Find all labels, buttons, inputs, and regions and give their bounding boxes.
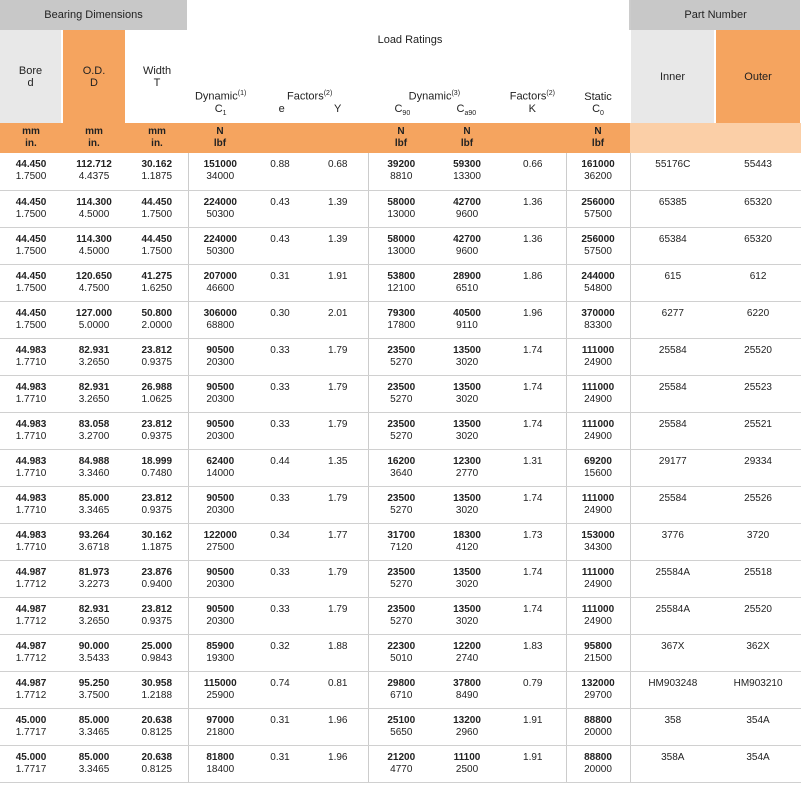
cell-c1: 97000 21800 (188, 708, 252, 745)
cell-outer: 25521 (715, 412, 801, 449)
cell-k: 1.73 (500, 523, 566, 560)
cell-w: 20.638 0.8125 (126, 745, 188, 782)
cell-w: 23.812 0.9375 (126, 597, 188, 634)
cell-outer: 3720 (715, 523, 801, 560)
cell-k: 1.74 (500, 486, 566, 523)
cell-e: 0.44 (252, 449, 308, 486)
cell-k: 1.86 (500, 264, 566, 301)
cell-c1: 81800 18400 (188, 745, 252, 782)
cell-inner: 29177 (630, 449, 715, 486)
cell-inner: 25584 (630, 486, 715, 523)
cell-outer: 55443 (715, 153, 801, 190)
cell-c1: 151000 34000 (188, 153, 252, 190)
cell-od: 84.988 3.3460 (62, 449, 126, 486)
cell-y: 1.39 (308, 190, 368, 227)
table-row (0, 412, 801, 449)
cell-od: 82.931 3.2650 (62, 375, 126, 412)
units-row: mm in. mm in. mm in. N lbf N lbf N lbf N lbf (0, 123, 801, 153)
cell-inner: 25584A (630, 560, 715, 597)
cell-bore: 44.983 1.7710 (0, 449, 62, 486)
dynamic3-group-header: Dynamic$^{(3)}$ $C_{90}$ $C_{a90}$ Factors$^{(2)}$ K (368, 30, 566, 123)
cell-c90: 31700 7120 (368, 523, 434, 560)
cell-c1: 90500 20300 (188, 486, 252, 523)
cell-c0: 111000 24900 (566, 486, 630, 523)
cell-k: 0.79 (500, 671, 566, 708)
cell-c90: 23500 5270 (368, 338, 434, 375)
cell-k: 1.74 (500, 338, 566, 375)
cell-c90: 23500 5270 (368, 560, 434, 597)
cell-outer: 25518 (715, 560, 801, 597)
cell-ca90: 13500 3020 (434, 597, 500, 634)
cell-y: 1.96 (308, 708, 368, 745)
cell-inner: 25584A (630, 597, 715, 634)
static-header: Static $C_0$ (566, 30, 630, 123)
cell-inner: 3776 (630, 523, 715, 560)
table-row (0, 264, 801, 301)
cell-ca90: 12300 2770 (434, 449, 500, 486)
cell-c90: 58000 13000 (368, 227, 434, 264)
cell-c1: 90500 20300 (188, 375, 252, 412)
cell-y: 1.77 (308, 523, 368, 560)
cell-ca90: 28900 6510 (434, 264, 500, 301)
cell-inner: 615 (630, 264, 715, 301)
cell-k: 1.74 (500, 412, 566, 449)
cell-outer: 29334 (715, 449, 801, 486)
cell-y: 0.81 (308, 671, 368, 708)
cell-inner: 25584 (630, 412, 715, 449)
table-row (0, 338, 801, 375)
cell-od: 93.264 3.6718 (62, 523, 126, 560)
cell-c90: 23500 5270 (368, 375, 434, 412)
cell-y: 0.68 (308, 153, 368, 190)
cell-od: 83.058 3.2700 (62, 412, 126, 449)
cell-ca90: 13200 2960 (434, 708, 500, 745)
cell-c0: 153000 34300 (566, 523, 630, 560)
cell-c90: 53800 12100 (368, 264, 434, 301)
od-header: O.D. D (62, 30, 126, 123)
cell-c0: 88800 20000 (566, 745, 630, 782)
load-ratings-label: Load Ratings (377, 34, 443, 46)
table-row (0, 671, 801, 708)
cell-e: 0.33 (252, 560, 308, 597)
cell-bore: 44.983 1.7710 (0, 523, 62, 560)
cell-ca90: 59300 13300 (434, 153, 500, 190)
cell-e: 0.31 (252, 745, 308, 782)
cell-inner: 25584 (630, 375, 715, 412)
cell-y: 1.88 (308, 634, 368, 671)
part-number-header: Part Number (630, 0, 801, 30)
cell-ca90: 37800 8490 (434, 671, 500, 708)
cell-ca90: 13500 3020 (434, 338, 500, 375)
cell-od: 82.931 3.2650 (62, 338, 126, 375)
cell-inner: 55176C (630, 153, 715, 190)
cell-e: 0.74 (252, 671, 308, 708)
cell-ca90: 40500 9110 (434, 301, 500, 338)
cell-y: 1.91 (308, 264, 368, 301)
cell-od: 85.000 3.3465 (62, 708, 126, 745)
cell-e: 0.32 (252, 634, 308, 671)
bearing-dimensions-header: Bearing Dimensions (0, 0, 188, 30)
table-row (0, 523, 801, 560)
inner-header: Inner (630, 30, 715, 123)
cell-bore: 44.450 1.7500 (0, 301, 62, 338)
cell-e: 0.30 (252, 301, 308, 338)
cell-k: 1.74 (500, 597, 566, 634)
cell-bore: 44.987 1.7712 (0, 597, 62, 634)
cell-y: 1.39 (308, 227, 368, 264)
cell-c0: 95800 21500 (566, 634, 630, 671)
cell-c0: 88800 20000 (566, 708, 630, 745)
cell-c90: 58000 13000 (368, 190, 434, 227)
cell-c0: 370000 83300 (566, 301, 630, 338)
cell-bore: 45.000 1.7717 (0, 708, 62, 745)
cell-od: 85.000 3.3465 (62, 486, 126, 523)
cell-w: 50.800 2.0000 (126, 301, 188, 338)
cell-y: 1.79 (308, 375, 368, 412)
cell-bore: 44.450 1.7500 (0, 153, 62, 190)
cell-k: 1.91 (500, 745, 566, 782)
table-row (0, 449, 801, 486)
cell-w: 44.450 1.7500 (126, 190, 188, 227)
cell-c1: 90500 20300 (188, 560, 252, 597)
cell-ca90: 13500 3020 (434, 375, 500, 412)
cell-e: 0.43 (252, 227, 308, 264)
cell-k: 1.74 (500, 375, 566, 412)
cell-w: 18.999 0.7480 (126, 449, 188, 486)
cell-bore: 44.983 1.7710 (0, 375, 62, 412)
cell-outer: 25520 (715, 338, 801, 375)
table-row (0, 560, 801, 597)
cell-inner: HM903248 (630, 671, 715, 708)
outer-header: Outer (715, 30, 801, 123)
cell-w: 30.162 1.1875 (126, 523, 188, 560)
cell-bore: 44.987 1.7712 (0, 560, 62, 597)
cell-w: 20.638 0.8125 (126, 708, 188, 745)
cell-bore: 44.987 1.7712 (0, 634, 62, 671)
cell-c1: 122000 27500 (188, 523, 252, 560)
cell-c0: 161000 36200 (566, 153, 630, 190)
cell-c90: 21200 4770 (368, 745, 434, 782)
cell-ca90: 18300 4120 (434, 523, 500, 560)
dynamic1-group-header: Dynamic$^{(1)}$ $C_1$ Factors$^{(2)}$ e Y (188, 30, 368, 123)
cell-c0: 111000 24900 (566, 338, 630, 375)
cell-bore: 44.450 1.7500 (0, 264, 62, 301)
cell-ca90: 13500 3020 (434, 412, 500, 449)
cell-c1: 306000 68800 (188, 301, 252, 338)
cell-w: 25.000 0.9843 (126, 634, 188, 671)
cell-od: 114.300 4.5000 (62, 190, 126, 227)
cell-c90: 39200 8810 (368, 153, 434, 190)
cell-outer: 25520 (715, 597, 801, 634)
cell-y: 1.79 (308, 412, 368, 449)
cell-outer: 362X (715, 634, 801, 671)
cell-c0: 244000 54800 (566, 264, 630, 301)
cell-y: 1.79 (308, 486, 368, 523)
cell-ca90: 13500 3020 (434, 486, 500, 523)
cell-y: 2.01 (308, 301, 368, 338)
cell-inner: 358 (630, 708, 715, 745)
cell-inner: 65385 (630, 190, 715, 227)
cell-c1: 207000 46600 (188, 264, 252, 301)
cell-ca90: 42700 9600 (434, 190, 500, 227)
cell-outer: HM903210 (715, 671, 801, 708)
cell-outer: 65320 (715, 190, 801, 227)
table-row (0, 153, 801, 190)
table-row (0, 634, 801, 671)
cell-e: 0.33 (252, 597, 308, 634)
cell-e: 0.31 (252, 708, 308, 745)
cell-w: 30.162 1.1875 (126, 153, 188, 190)
table-row (0, 708, 801, 745)
cell-c90: 29800 6710 (368, 671, 434, 708)
cell-od: 85.000 3.3465 (62, 745, 126, 782)
table-row (0, 375, 801, 412)
cell-c0: 111000 24900 (566, 412, 630, 449)
cell-ca90: 11100 2500 (434, 745, 500, 782)
cell-c1: 62400 14000 (188, 449, 252, 486)
table-row (0, 227, 801, 264)
bore-header: Bore d (0, 30, 62, 123)
cell-c1: 85900 19300 (188, 634, 252, 671)
table-row (0, 301, 801, 338)
cell-c0: 111000 24900 (566, 375, 630, 412)
cell-inner: 358A (630, 745, 715, 782)
cell-od: 95.250 3.7500 (62, 671, 126, 708)
cell-od: 120.650 4.7500 (62, 264, 126, 301)
cell-c90: 25100 5650 (368, 708, 434, 745)
cell-k: 1.91 (500, 708, 566, 745)
cell-y: 1.79 (308, 597, 368, 634)
cell-e: 0.33 (252, 486, 308, 523)
cell-e: 0.31 (252, 264, 308, 301)
cell-c90: 16200 3640 (368, 449, 434, 486)
cell-ca90: 12200 2740 (434, 634, 500, 671)
cell-k: 1.74 (500, 560, 566, 597)
cell-w: 30.958 1.2188 (126, 671, 188, 708)
cell-w: 26.988 1.0625 (126, 375, 188, 412)
cell-inner: 367X (630, 634, 715, 671)
cell-c1: 224000 50300 (188, 190, 252, 227)
cell-c1: 224000 50300 (188, 227, 252, 264)
cell-outer: 612 (715, 264, 801, 301)
cell-outer: 354A (715, 745, 801, 782)
cell-inner: 25584 (630, 338, 715, 375)
cell-e: 0.34 (252, 523, 308, 560)
cell-w: 41.275 1.6250 (126, 264, 188, 301)
cell-inner: 6277 (630, 301, 715, 338)
table-row (0, 486, 801, 523)
cell-y: 1.79 (308, 560, 368, 597)
cell-ca90: 13500 3020 (434, 560, 500, 597)
cell-e: 0.88 (252, 153, 308, 190)
cell-outer: 25526 (715, 486, 801, 523)
cell-od: 82.931 3.2650 (62, 597, 126, 634)
cell-od: 81.973 3.2273 (62, 560, 126, 597)
cell-outer: 6220 (715, 301, 801, 338)
cell-w: 23.876 0.9400 (126, 560, 188, 597)
cell-k: 1.31 (500, 449, 566, 486)
cell-c0: 132000 29700 (566, 671, 630, 708)
cell-outer: 65320 (715, 227, 801, 264)
cell-c1: 90500 20300 (188, 412, 252, 449)
cell-od: 90.000 3.5433 (62, 634, 126, 671)
load-ratings-header (188, 0, 630, 30)
cell-ca90: 42700 9600 (434, 227, 500, 264)
cell-od: 112.712 4.4375 (62, 153, 126, 190)
cell-w: 23.812 0.9375 (126, 412, 188, 449)
cell-c0: 256000 57500 (566, 190, 630, 227)
cell-c1: 90500 20300 (188, 597, 252, 634)
cell-c90: 23500 5270 (368, 486, 434, 523)
cell-c0: 111000 24900 (566, 560, 630, 597)
width-header: Width T (126, 30, 188, 123)
cell-k: 1.96 (500, 301, 566, 338)
cell-c0: 69200 15600 (566, 449, 630, 486)
cell-e: 0.33 (252, 412, 308, 449)
cell-c90: 23500 5270 (368, 597, 434, 634)
cell-y: 1.35 (308, 449, 368, 486)
cell-bore: 44.450 1.7500 (0, 190, 62, 227)
table-row (0, 745, 801, 782)
cell-k: 1.36 (500, 190, 566, 227)
cell-c1: 90500 20300 (188, 338, 252, 375)
cell-e: 0.33 (252, 338, 308, 375)
cell-bore: 44.983 1.7710 (0, 486, 62, 523)
cell-c1: 115000 25900 (188, 671, 252, 708)
cell-c90: 23500 5270 (368, 412, 434, 449)
cell-od: 127.000 5.0000 (62, 301, 126, 338)
table-row (0, 597, 801, 634)
cell-c90: 22300 5010 (368, 634, 434, 671)
cell-bore: 44.450 1.7500 (0, 227, 62, 264)
cell-k: 0.66 (500, 153, 566, 190)
cell-y: 1.79 (308, 338, 368, 375)
cell-e: 0.33 (252, 375, 308, 412)
cell-outer: 25523 (715, 375, 801, 412)
cell-inner: 65384 (630, 227, 715, 264)
cell-bore: 44.987 1.7712 (0, 671, 62, 708)
cell-w: 23.812 0.9375 (126, 486, 188, 523)
cell-outer: 354A (715, 708, 801, 745)
cell-od: 114.300 4.5000 (62, 227, 126, 264)
cell-k: 1.36 (500, 227, 566, 264)
cell-c0: 256000 57500 (566, 227, 630, 264)
cell-bore: 44.983 1.7710 (0, 412, 62, 449)
cell-c90: 79300 17800 (368, 301, 434, 338)
cell-bore: 44.983 1.7710 (0, 338, 62, 375)
cell-w: 44.450 1.7500 (126, 227, 188, 264)
cell-bore: 45.000 1.7717 (0, 745, 62, 782)
cell-k: 1.83 (500, 634, 566, 671)
cell-y: 1.96 (308, 745, 368, 782)
cell-w: 23.812 0.9375 (126, 338, 188, 375)
cell-c0: 111000 24900 (566, 597, 630, 634)
cell-e: 0.43 (252, 190, 308, 227)
table-row (0, 190, 801, 227)
